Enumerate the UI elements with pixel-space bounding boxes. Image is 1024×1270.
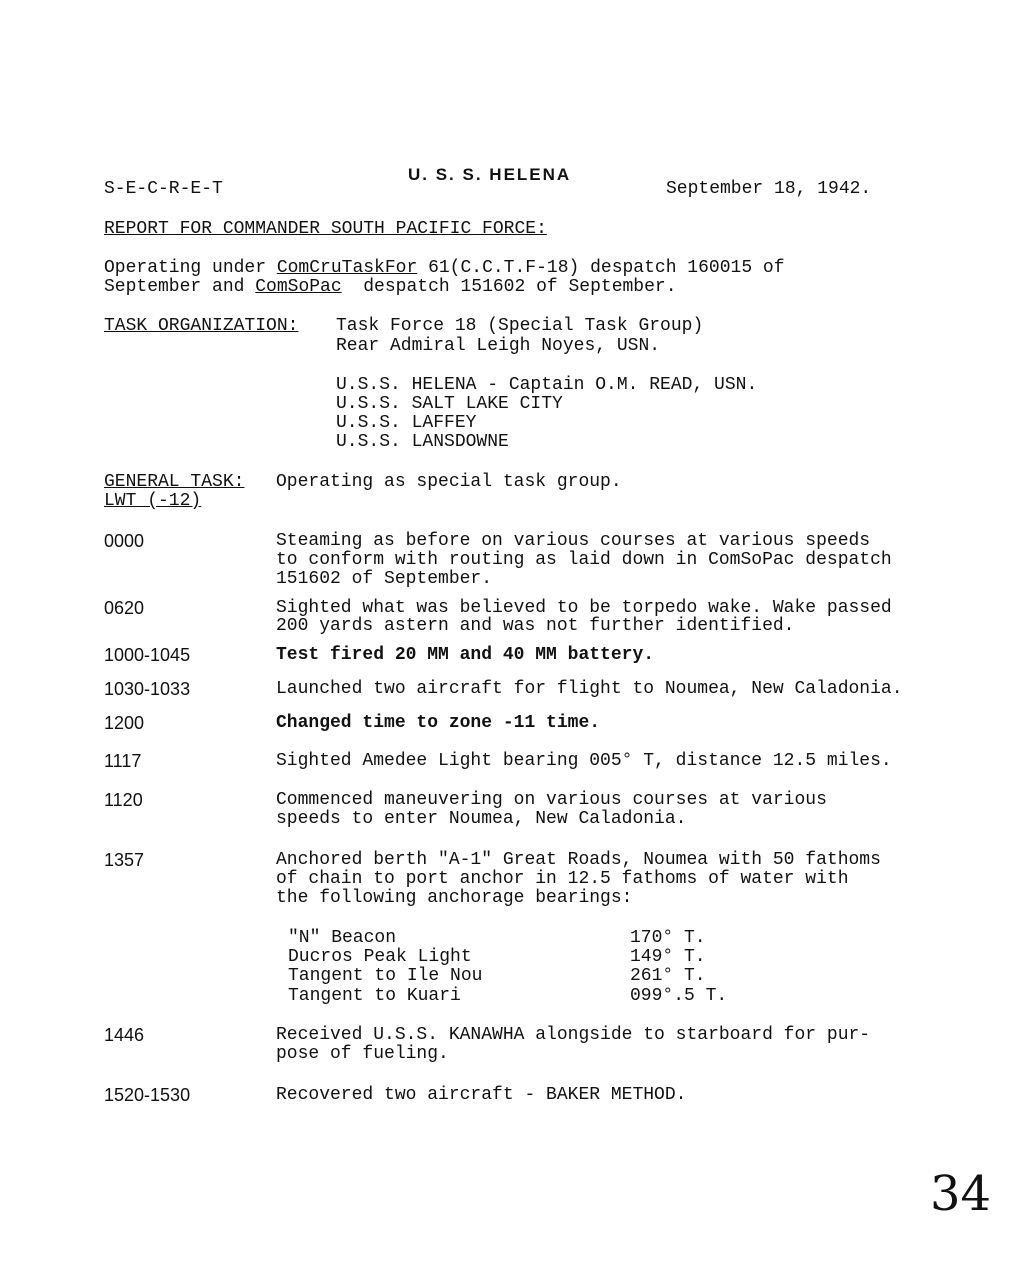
report-date: September 18, 1942. [666, 179, 872, 199]
log-text: Sighted Amedee Light bearing 005° T, distance 12.5 miles. [276, 751, 892, 771]
log-time: 1120 [104, 790, 143, 810]
ship-list-item: U.S.S. LANSDOWNE [336, 432, 509, 452]
bearing-name: Ducros Peak Light [288, 947, 472, 967]
log-time: 0620 [104, 598, 145, 618]
ship-list-item: U.S.S. LAFFEY [336, 413, 477, 433]
log-text: Steaming as before on various courses at various speeds [276, 531, 871, 551]
bearing-value: 149° T. [630, 947, 706, 967]
log-text: Recovered two aircraft - BAKER METHOD. [276, 1085, 687, 1105]
admiral-line: Rear Admiral Leigh Noyes, USN. [336, 336, 661, 356]
operating-line-1: Operating under ComCruTaskFor 61(C.C.T.F-18) despatch 160015 of [104, 258, 785, 278]
log-text: Received U.S.S. KANAWHA alongside to starboard for pur- [276, 1025, 871, 1045]
log-time: 1446 [104, 1025, 145, 1045]
bearing-name: Tangent to Kuari [288, 986, 461, 1006]
log-text: 151602 of September. [276, 569, 493, 589]
log-time: 1117 [104, 751, 142, 771]
comcrutaskfor-ref: ComCruTaskFor [276, 258, 418, 278]
log-time: 1000-1045 [104, 645, 191, 665]
report-title: REPORT FOR COMMANDER SOUTH PACIFIC FORCE: [104, 219, 547, 239]
bearing-name: Tangent to Ile Nou [288, 966, 483, 986]
log-text: speeds to enter Noumea, New Caladonia. [276, 809, 687, 829]
comsopac-ref: ComSoPac [255, 277, 342, 297]
log-text: to conform with routing as laid down in ComSoPac despatch [276, 550, 892, 570]
log-time: 1520-1530 [104, 1085, 191, 1105]
log-text: Sighted what was believed to be torpedo wake. Wake passed [276, 598, 892, 618]
operating-line-2: September and ComSoPac despatch 151602 of September. [104, 277, 677, 297]
ship-list-item: U.S.S. SALT LAKE CITY [336, 394, 563, 414]
general-task-label: GENERAL TASK: [104, 472, 245, 492]
task-organization-label: TASK ORGANIZATION: [104, 316, 299, 336]
log-text: of chain to port anchor in 12.5 fathoms of water with [276, 869, 849, 889]
general-task-text: Operating as special task group. [276, 472, 622, 492]
log-time: 1200 [104, 713, 145, 733]
log-text: Commenced maneuvering on various courses at various [276, 790, 827, 810]
log-text: 200 yards astern and was not further identified. [276, 616, 795, 636]
task-force-line: Task Force 18 (Special Task Group) [336, 316, 704, 336]
bearing-value: 261° T. [630, 966, 706, 986]
log-text: Changed time to zone -11 time. [276, 713, 601, 733]
log-text: Launched two aircraft for flight to Noumea, New Caladonia. [276, 679, 903, 699]
bearing-value: 099°.5 T. [630, 986, 728, 1006]
log-text: the following anchorage bearings: [276, 888, 633, 908]
log-time: 1030-1033 [104, 679, 191, 699]
bearing-value: 170° T. [630, 928, 706, 948]
log-text: pose of fueling. [276, 1044, 449, 1064]
classification-mark: S-E-C-R-E-T [104, 179, 223, 199]
log-text: Test fired 20 MM and 40 MM battery. [276, 645, 655, 665]
log-text: Anchored berth "A-1" Great Roads, Noumea with 50 fathoms [276, 850, 881, 870]
ship-name: U. S. S. HELENA [408, 165, 572, 184]
page-number: 34 [930, 1166, 992, 1222]
ship-list-item: U.S.S. HELENA - Captain O.M. READ, USN. [336, 375, 758, 395]
bearing-name: "N" Beacon [288, 928, 397, 948]
log-time: 1357 [104, 850, 145, 870]
log-time: 0000 [104, 531, 145, 551]
lwt-label: LWT (-12) [104, 491, 202, 511]
